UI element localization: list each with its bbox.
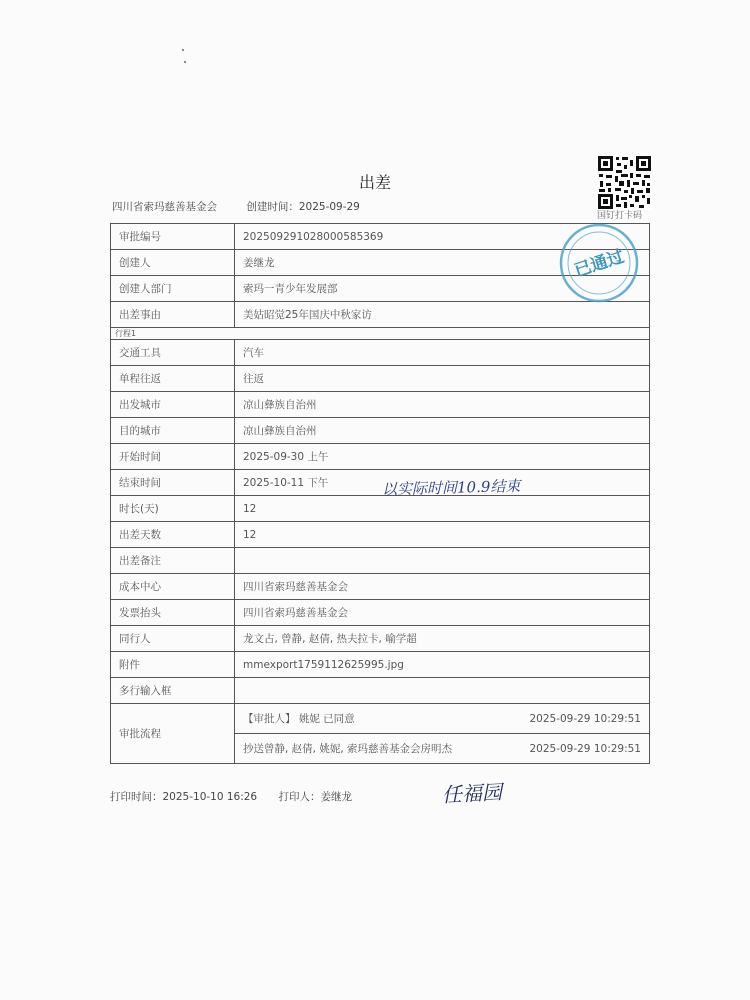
field-value: 美姑昭觉25年国庆中秋家访 <box>235 302 650 328</box>
field-value: 汽车 <box>235 340 650 366</box>
field-value: 四川省索玛慈善基金会 <box>235 600 650 626</box>
field-value: 凉山彝族自治州 <box>235 418 650 444</box>
field-label: 单程往返 <box>111 366 235 392</box>
field-label: 结束时间 <box>111 470 235 496</box>
field-value: 索玛一青少年发展部 <box>235 276 650 302</box>
handwritten-note-text: 以实际时间10.9结束 <box>381 476 521 499</box>
form-row-transport <box>111 340 650 366</box>
scan-speck <box>184 61 186 63</box>
document-meta <box>112 199 360 214</box>
scan-speck <box>182 49 184 51</box>
document-title: 出差 <box>358 173 391 192</box>
field-label: 开始时间 <box>111 444 235 470</box>
form-row-trip-days <box>111 522 650 548</box>
approval-flow-text: 【审批人】 姚妮 已同意 <box>243 713 355 725</box>
approval-flow-step <box>235 733 649 763</box>
field-label: 创建人 <box>111 250 235 276</box>
approval-flow-time: 2025-09-29 10:29:51 <box>529 712 641 725</box>
stamp-text: 已通过 <box>571 246 627 282</box>
field-value <box>235 548 650 574</box>
handwritten-note <box>380 474 595 500</box>
field-label: 交通工具 <box>111 340 235 366</box>
form-row-trip-remarks <box>111 548 650 574</box>
field-value: 2025-09-30 上午 <box>235 444 650 470</box>
field-value: 姜继龙 <box>235 250 650 276</box>
approved-stamp <box>558 222 640 304</box>
field-value: 凉山彝族自治州 <box>235 392 650 418</box>
form-row-invoice-title <box>111 600 650 626</box>
field-label: 出差备注 <box>111 548 235 574</box>
field-label: 出发城市 <box>111 392 235 418</box>
field-label: 审批流程 <box>111 704 235 764</box>
printer-name: 打印人：姜继龙 <box>278 791 352 803</box>
signature-text: 任福园 <box>441 779 503 807</box>
approval-flow-text: 抄送曾静, 赵倩, 姚妮, 索玛慈善基金会房明杰 <box>243 743 453 755</box>
print-footer <box>110 789 352 804</box>
approval-flow-step <box>235 704 649 733</box>
field-label: 成本中心 <box>111 574 235 600</box>
field-label: 出差天数 <box>111 522 235 548</box>
field-value: 2025-10-11 下午 <box>235 470 650 496</box>
field-value: 202509291028000585369 <box>235 224 650 250</box>
form-row-cost-center <box>111 574 650 600</box>
field-label: 发票抬头 <box>111 600 235 626</box>
form-row-start-time <box>111 444 650 470</box>
form-row-approval-flow <box>111 704 650 764</box>
field-value: 四川省索玛慈善基金会 <box>235 574 650 600</box>
approval-flow <box>235 704 650 764</box>
qr-code-label: 国钉打卡码 <box>597 211 643 221</box>
field-value: 往返 <box>235 366 650 392</box>
print-time: 打印时间：2025-10-10 16:26 <box>110 791 258 803</box>
organization-name: 四川省索玛慈善基金会 <box>112 201 217 213</box>
field-label: 同行人 <box>111 626 235 652</box>
form-row-departure-city <box>111 392 650 418</box>
field-label: 多行输入框 <box>111 678 235 704</box>
field-value: 龙文占, 曾静, 赵倩, 热夫拉卡, 喻学超 <box>235 626 650 652</box>
field-label: 目的城市 <box>111 418 235 444</box>
section-header-trip <box>111 328 650 340</box>
handwritten-signature <box>440 776 520 810</box>
form-row-destination-city <box>111 418 650 444</box>
form-row-trip-reason <box>111 302 650 328</box>
form-row-trip-type <box>111 366 650 392</box>
field-value: 12 <box>235 522 650 548</box>
field-value: 12 <box>235 496 650 522</box>
form-row-multiline-input <box>111 678 650 704</box>
form-row-attachment <box>111 652 650 678</box>
field-label: 审批编号 <box>111 224 235 250</box>
field-label: 附件 <box>111 652 235 678</box>
created-time: 创建时间：2025-09-29 <box>246 201 360 213</box>
field-label: 时长(天) <box>111 496 235 522</box>
field-value <box>235 678 650 704</box>
field-label: 创建人部门 <box>111 276 235 302</box>
attachment-filename: mmexport1759112625995.jpg <box>235 652 650 678</box>
field-label: 出差事由 <box>111 302 235 328</box>
approval-flow-time: 2025-09-29 10:29:51 <box>529 742 641 755</box>
section-label: 行程1 <box>111 328 650 340</box>
qr-code-icon <box>597 155 652 210</box>
form-row-companions <box>111 626 650 652</box>
